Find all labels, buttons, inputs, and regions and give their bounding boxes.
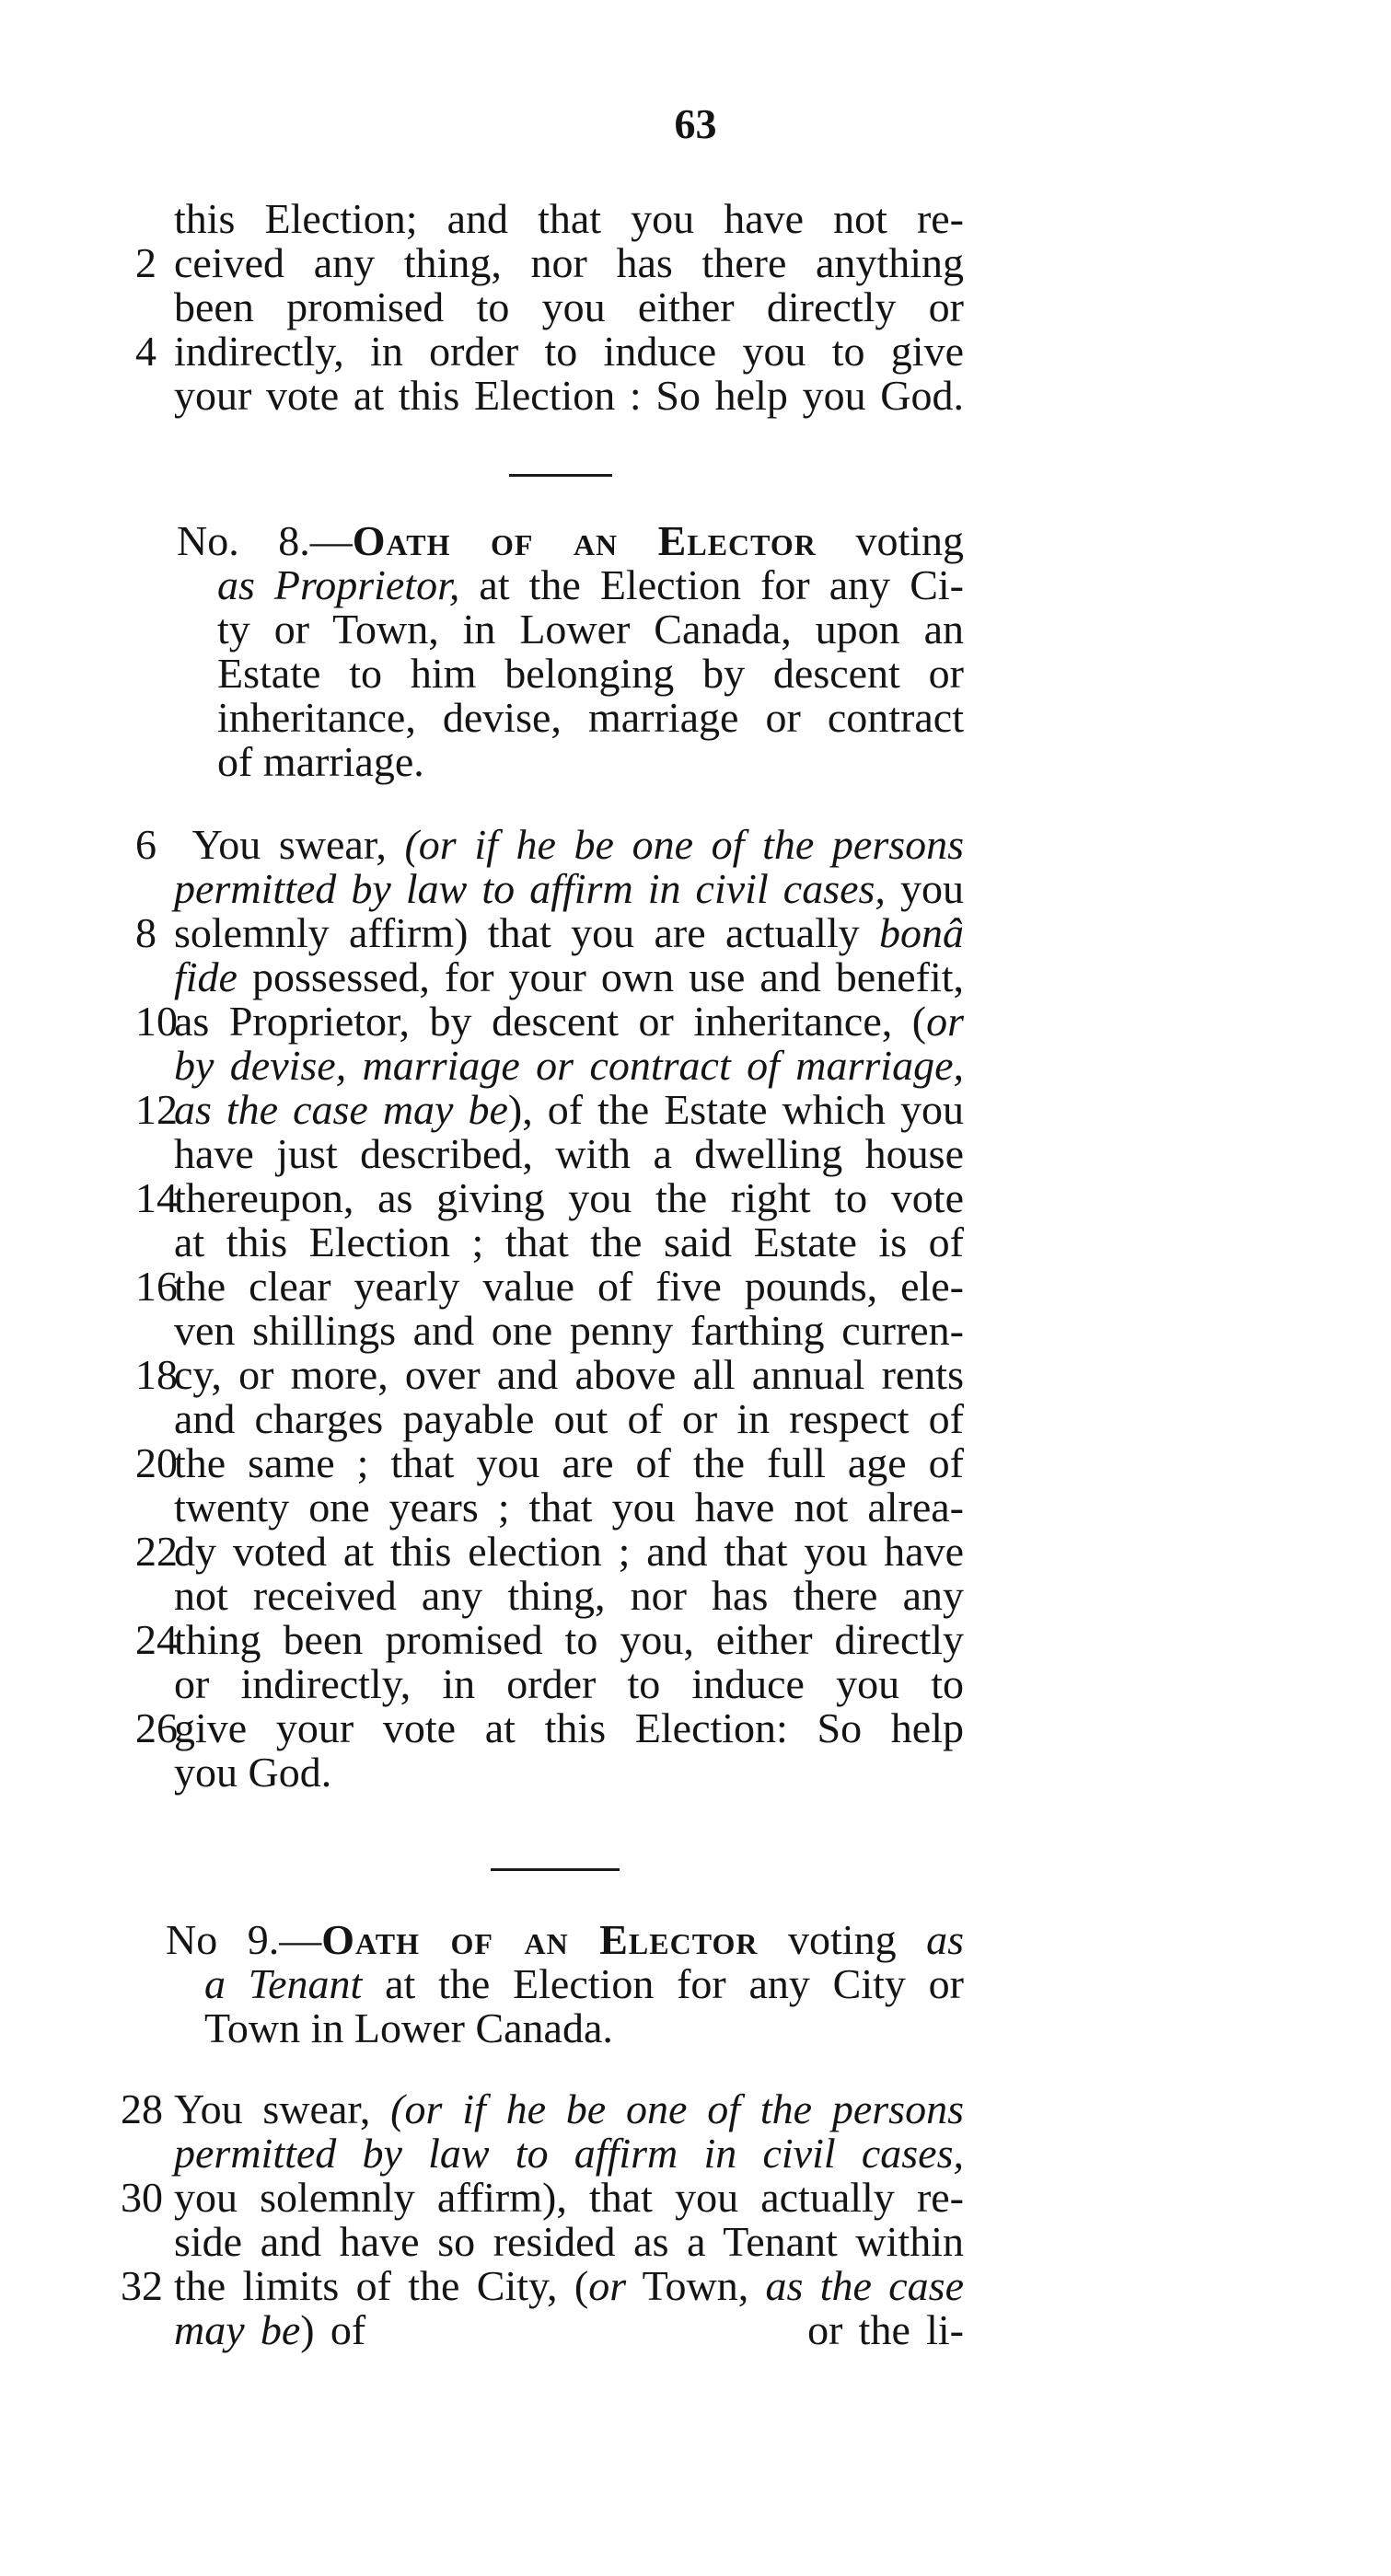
text-line: may be) of or the li- xyxy=(174,2306,964,2353)
section-divider xyxy=(509,474,612,477)
line-number: 14 xyxy=(135,1174,178,1221)
text-line: 12 as the case may be), of the Estate which you xyxy=(135,1084,964,1136)
text-line: not received any thing, nor has there any xyxy=(174,1572,964,1619)
heading-line: ty or Town, in Lower Canada, upon an xyxy=(217,606,964,653)
line-number: 30 xyxy=(121,2174,163,2221)
text-line: by devise, marriage or contract of marriage, xyxy=(174,1042,964,1089)
text-line: 16 the clear yearly value of five pounds, ele- xyxy=(135,1261,964,1312)
text-line: you God. xyxy=(174,1749,332,1796)
line-text: ceived any thing, nor has there anything xyxy=(174,239,964,286)
text-line: 10 as Proprietor, by descent or inheritance, (or xyxy=(135,996,964,1047)
text-line: or indirectly, in order to induce you to xyxy=(174,1660,964,1707)
heading-line: No 9.—Oath of an Elector voting as xyxy=(166,1916,965,1963)
text-line xyxy=(135,370,964,422)
heading-title: Oath of an Elector xyxy=(321,1916,759,1963)
line-number: 6 xyxy=(135,821,156,868)
line-number: 28 xyxy=(121,2085,163,2132)
heading-line: Estate to him belonging by descent or xyxy=(217,650,964,697)
line-text: indirectly, in order to induce you to give xyxy=(174,328,964,375)
line-number: 8 xyxy=(135,909,156,956)
line-number: 24 xyxy=(135,1616,178,1663)
line-number: 22 xyxy=(135,1528,178,1575)
text-line: twenty one years ; that you have not alrea- xyxy=(174,1484,964,1531)
text-line: side and have so resided as a Tenant within xyxy=(174,2218,964,2265)
heading-line: a Tenant at the Election for any City or xyxy=(204,1960,964,2007)
text-line: fide possessed, for your own use and benefit, xyxy=(174,953,965,1000)
heading-line: of marriage. xyxy=(217,738,424,785)
line-number: 20 xyxy=(135,1439,178,1486)
line-number: 2 xyxy=(135,239,156,286)
text-line: and charges payable out of or in respect of xyxy=(174,1395,964,1442)
heading-line: as Proprietor, at the Election for any Ci- xyxy=(217,561,964,608)
heading-title: Oath of an Elector xyxy=(352,517,817,564)
line-text: been promised to you either directly or xyxy=(174,283,964,330)
line-number: 16 xyxy=(135,1263,178,1310)
line-number: 4 xyxy=(135,328,156,375)
line-number: 10 xyxy=(135,998,178,1045)
text-line: 8 solemnly affirm) that you are actually bonâ xyxy=(135,907,964,959)
line-text: your vote at this Election : So help you God. xyxy=(174,372,964,419)
page-number: 63 xyxy=(674,100,717,147)
line-text: this Election; and that you have not re- xyxy=(174,195,964,242)
text-line: have just described, with a dwelling house xyxy=(174,1130,964,1177)
text-line: 24 thing been promised to you, either directly xyxy=(135,1614,964,1666)
text-line: 30 you solemnly affirm), that you actually re- xyxy=(121,2172,964,2224)
line-number: 18 xyxy=(135,1351,178,1398)
text-line: 14 thereupon, as giving you the right to vote xyxy=(135,1172,964,1224)
text-line: 18 cy, or more, over and above all annual rents xyxy=(135,1349,964,1401)
heading-line: inheritance, devise, marriage or contract xyxy=(217,694,964,741)
text-line: permitted by law to affirm in civil cases, xyxy=(174,2130,964,2177)
text-line: 26 give your vote at this Election: So help xyxy=(135,1703,964,1754)
text-line: 20 the same ; that you are of the full age of xyxy=(135,1438,964,1489)
text-line: 32 the limits of the City, (or Town, as the case xyxy=(121,2260,964,2312)
text-line: 28 You swear, (or if he be one of the persons xyxy=(121,2084,964,2135)
line-number: 12 xyxy=(135,1086,178,1133)
heading-line: Town in Lower Canada. xyxy=(204,2004,613,2051)
heading-line: No. 8.—Oath of an Elector voting xyxy=(177,517,964,564)
text-line: 22 dy voted at this election ; and that you have xyxy=(135,1526,964,1577)
text-line: permitted by law to affirm in civil cases, you xyxy=(174,865,964,912)
line-number: 32 xyxy=(121,2262,163,2309)
text-line: at this Election ; that the said Estate is of xyxy=(174,1219,964,1265)
text-line: ven shillings and one penny farthing curren- xyxy=(174,1307,964,1354)
section-divider xyxy=(491,1868,620,1871)
line-number: 26 xyxy=(135,1704,178,1751)
text-line: 6 You swear, (or if he be one of the persons xyxy=(135,819,964,871)
